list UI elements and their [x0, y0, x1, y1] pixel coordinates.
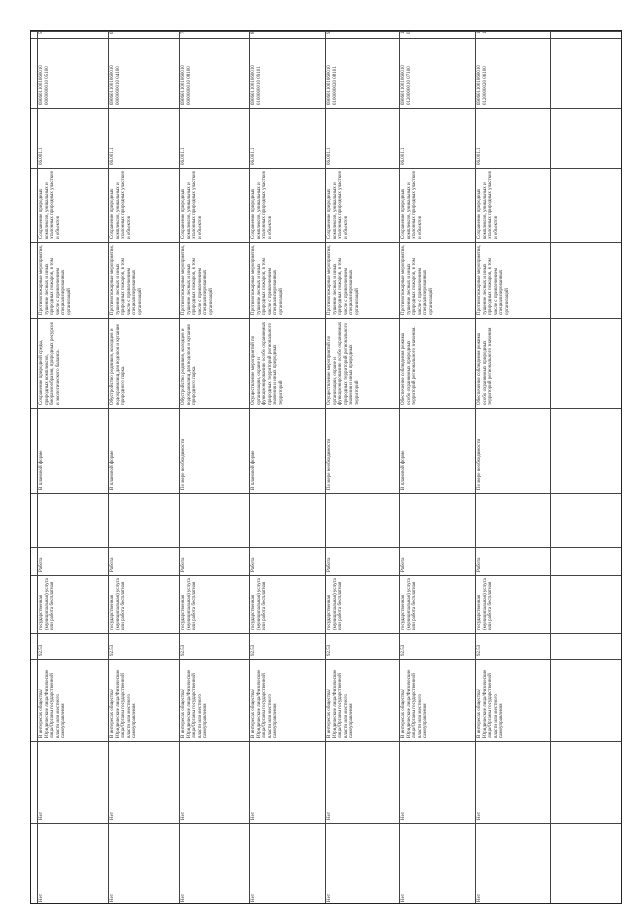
cell-measures: Противопожарные мероприятия, тушение лесных и иных природных пожаров, в том числе с привлечением специализированных организаций: [110, 245, 143, 315]
cell-measures: Противопожарные мероприятия, тушение лесных и иных природных пожаров, в том числе с привлечением специализированных организаций: [39, 245, 72, 315]
cell-form: По мере необходимости: [327, 438, 332, 490]
cell-type: Работа: [181, 557, 186, 572]
cell-unit: 06.001.1: [181, 147, 186, 165]
cell-p2: Нет: [110, 893, 115, 902]
cell-num: 7: [181, 31, 186, 34]
table-row: [326, 31, 398, 905]
cell-status: государственная (муниципальная) услуга или работа бесплатная: [477, 578, 494, 630]
cell-p2: Нет: [327, 893, 332, 902]
cell-form: В плановой форме: [110, 450, 115, 490]
cell-code: 6906011001060010 0100000010 09101: [251, 65, 262, 105]
table-row: [109, 31, 178, 905]
cell-form: По мере необходимости: [181, 438, 186, 490]
cell-type: Работа: [401, 557, 406, 572]
cell-consumers: В интересах общества/Юридические лица/Физические лица/Органы государственной власти или местного самоуправления: [251, 669, 279, 738]
cell-unit: 06.001.1: [39, 147, 44, 165]
cell-status: государственная (муниципальная) услуга или работа бесплатная: [39, 578, 56, 630]
cell-p1: Нет: [251, 811, 256, 820]
cell-num: 11: [477, 31, 488, 34]
cell-p1: Нет: [39, 811, 44, 820]
cell-name: Сохранение природных комплексов, уникальных и эталонных природных участков и объектов: [39, 171, 61, 239]
cell-measures: Противопожарные мероприятия, тушение лесных и иных природных пожаров, в том числе с привлечением специализированных организаций: [477, 245, 510, 315]
cell-okved: 92.53: [181, 644, 186, 656]
cell-consumers: В интересах общества/Юридические лица/Физические лица/Органы государственной власти или местного самоуправления: [39, 669, 67, 738]
cell-status: государственная (муниципальная) услуга или работа бесплатная: [401, 578, 418, 630]
cell-name: Сохранение природных комплексов, уникальных и эталонных природных участков и объектов: [251, 171, 273, 239]
cell-okved: 92.53: [477, 644, 482, 656]
services-table: [30, 30, 622, 904]
cell-name: Сохранение природных комплексов, уникальных и эталонных природных участков и объектов: [181, 171, 203, 239]
cell-status: государственная (муниципальная) услуга или работа бесплатная: [251, 578, 268, 630]
cell-unit: 06.001.1: [401, 147, 406, 165]
cell-code: 6906011001060010 0120000020 06100: [477, 65, 488, 105]
row-divider: [550, 31, 551, 903]
cell-type: Работа: [477, 557, 482, 572]
cell-okved: 92.53: [39, 644, 44, 656]
cell-code: 6906011001060010 0000000010 05100: [39, 65, 50, 105]
cell-consumers: В интересах общества/Юридические лица/Физические лица/Органы государственной власти или местного самоуправления: [401, 669, 429, 738]
cell-p1: Нет: [401, 811, 406, 820]
cell-name: Сохранение природных комплексов, уникальных и эталонных природных участков и объектов: [110, 171, 132, 239]
cell-purpose: Осуществление мероприятий по организации, охране и функционированию особо охраняемых природных территорий регионального значения и иных природных территорий: [327, 321, 360, 405]
cell-consumers: В интересах общества/Юридические лица/Физические лица/Органы государственной власти или местного самоуправления: [110, 669, 138, 738]
cell-unit: 06.001.1: [251, 147, 256, 165]
cell-code: 6906011001060010 0000000010 04100: [110, 65, 121, 105]
cell-purpose: Обеспечение соблюдения режима особо охраняемых природных территорий регионального значения.: [401, 326, 418, 405]
cell-consumers: В интересах общества/Юридические лица/Физические лица/Органы государственной власти или местного самоуправления: [181, 669, 209, 738]
table-row: [180, 31, 248, 905]
cell-consumers: В интересах общества/Юридические лица/Физические лица/Органы государственной власти или местного самоуправления: [477, 669, 505, 738]
cell-okved: 92.53: [251, 644, 256, 656]
cell-purpose: Обустройство родников, колодцев и водохранилищ для водопоя и купания природного парка.: [110, 324, 127, 405]
cell-measures: Противопожарные мероприятия, тушение лесных и иных природных пожаров, в том числе с привлечением специализированных организаций: [251, 245, 284, 315]
cell-code: 6906011001060010 0120000010 07100: [401, 65, 412, 105]
cell-p1: Нет: [477, 811, 482, 820]
cell-num: 10: [401, 31, 412, 34]
cell-p2: Нет: [477, 893, 482, 902]
cell-code: 6906011001060010 0000000010 08100: [181, 65, 192, 105]
cell-form: В плановой форме: [401, 450, 406, 490]
cell-unit: 06.001.1: [327, 147, 332, 165]
cell-code: 6906011001060010 0100000020 08101: [327, 65, 338, 105]
cell-okved: 92.53: [401, 644, 406, 656]
cell-name: Сохранение природных комплексов, уникальных и эталонных природных участков и объектов: [477, 171, 499, 239]
cell-type: Работа: [39, 557, 44, 572]
cell-name: Сохранение природных комплексов, уникальных и эталонных природных участков и объектов: [401, 171, 423, 239]
cell-p2: Нет: [181, 893, 186, 902]
cell-num: 9: [327, 31, 332, 34]
cell-measures: Противопожарные мероприятия, тушение лесных и иных природных пожаров, в том числе с привлечением специализированных организаций: [181, 245, 214, 315]
cell-form: В плановой форме: [251, 450, 256, 490]
cell-form: По мере необходимости: [477, 438, 482, 490]
cell-okved: 92.53: [110, 644, 115, 656]
cell-type: Работа: [110, 557, 115, 572]
cell-form: В плановой форме: [39, 450, 44, 490]
cell-status: государственная (муниципальная) услуга или работа бесплатная: [327, 578, 344, 630]
cell-name: Сохранение природных комплексов, уникальных и эталонных природных участков и объектов: [327, 171, 349, 239]
table-row: [38, 31, 107, 905]
cell-p1: Нет: [181, 811, 186, 820]
cell-consumers: В интересах общества/Юридические лица/Физические лица/Органы государственной власти или местного самоуправления: [327, 669, 355, 738]
cell-type: Работа: [327, 557, 332, 572]
cell-num: 5: [39, 31, 44, 34]
cell-purpose: Обеспечение соблюдения режима особо охраняемых природных территорий регионального значения: [477, 327, 494, 405]
table-row: [250, 31, 324, 905]
cell-status: государственная (муниципальная) услуга или работа бесплатная: [181, 578, 198, 630]
cell-purpose: Осуществление мероприятий по организации, охране и функционированию особо охраняемых природных территорий регионального значения и иных природных территорий: [251, 321, 284, 405]
cell-p2: Нет: [251, 893, 256, 902]
cell-unit: 06.001.1: [477, 147, 482, 165]
cell-p1: Нет: [327, 811, 332, 820]
cell-p1: Нет: [110, 811, 115, 820]
cell-purpose: Обустройство родников, колодцев и водохранилищ для водопоя и купания природного парка.: [181, 324, 198, 405]
cell-unit: 06.001.1: [110, 147, 115, 165]
cell-p2: Нет: [401, 893, 406, 902]
table-row: [476, 31, 549, 905]
cell-purpose: Сохранение природной среды, природных комплексов, биоразнообразия, природных ресурсов и экологического баланса.: [39, 322, 61, 405]
cell-num: 6: [110, 31, 115, 34]
cell-okved: 92.53: [327, 644, 332, 656]
cell-num: 8: [251, 31, 256, 34]
cell-p2: Нет: [39, 893, 44, 902]
cell-measures: Противопожарные мероприятия, тушение лесных и иных природных пожаров, в том числе с привлечением специализированных организаций: [327, 245, 360, 315]
table-row: [400, 31, 474, 905]
cell-status: государственная (муниципальная) услуга или работа бесплатная: [110, 578, 127, 630]
cell-measures: Противопожарные мероприятия, тушение лесных и иных природных пожаров, в том числе с привлечением специализированных организаций: [401, 245, 434, 315]
cell-type: Работа: [251, 557, 256, 572]
